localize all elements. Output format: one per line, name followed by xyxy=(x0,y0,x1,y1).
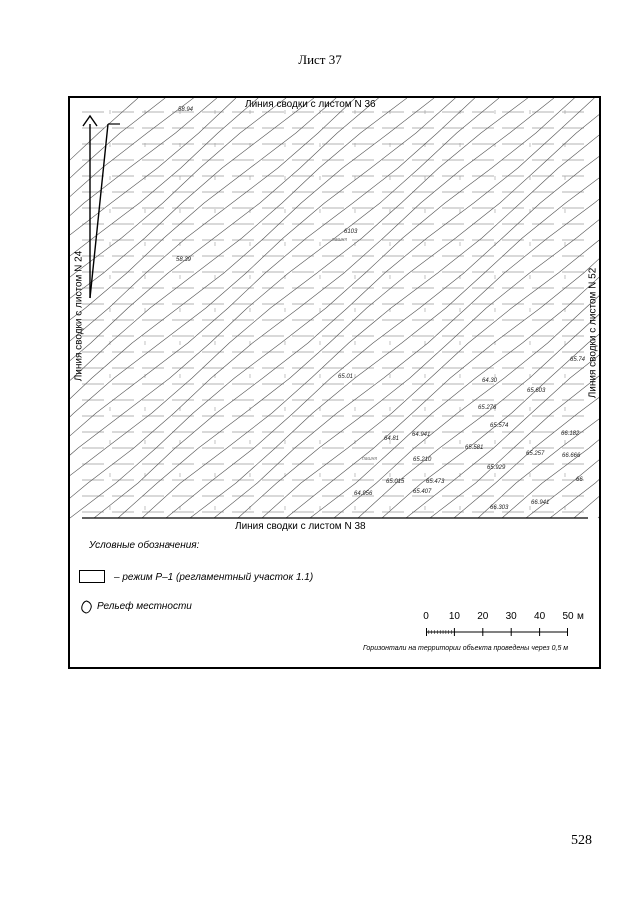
elevation-label: 65.473 xyxy=(426,479,445,485)
elevation-label: 65.01 xyxy=(338,374,354,380)
scale-tick-label: 10 xyxy=(448,611,460,622)
elevation-label: 58.94 xyxy=(178,107,194,113)
elevation-label: 65.581 xyxy=(465,445,484,451)
edge-label-top: Линия сводки с листом N 36 xyxy=(245,99,376,110)
topographic-map xyxy=(70,98,599,538)
scale-tick-label: 40 xyxy=(534,611,546,622)
elevation-label: 66.182 xyxy=(561,431,580,437)
legend-item-relief: Рельеф местности xyxy=(97,601,192,612)
contour-line xyxy=(70,98,236,518)
sheet-title: Лист 37 xyxy=(298,52,342,67)
scale-tick-label: 0 xyxy=(423,611,429,622)
scale-tick-label: 30 xyxy=(505,611,517,622)
legend-item-regime: – режим Р–1 (регламентный участок 1.1) xyxy=(114,572,314,583)
elevation-label: 65.603 xyxy=(527,388,546,394)
scale-tick-label: 20 xyxy=(477,611,489,622)
contour-interval-note: Горизонтали на территории объекта проведены через 0,5 м xyxy=(363,645,569,652)
elevation-label: 66.666 xyxy=(562,453,581,459)
elevation-label: 65.210 xyxy=(413,457,432,463)
landuse-label: пашня xyxy=(332,237,348,243)
contour-line xyxy=(70,98,314,518)
contour-line xyxy=(238,98,599,518)
elevation-label: 64.956 xyxy=(354,491,373,497)
contour-line xyxy=(70,98,475,518)
scale-tick-label: 50 xyxy=(562,611,574,622)
edge-label-right: Линия сводки с листом N 52 xyxy=(587,267,599,399)
elevation-label: 64.941 xyxy=(412,432,431,438)
contour-line xyxy=(502,98,599,518)
contour-line xyxy=(70,98,574,518)
contour-line xyxy=(70,98,217,518)
elevation-label: 65.574 xyxy=(490,423,509,429)
elevation-label: 65.257 xyxy=(526,451,545,457)
relief-contour-icon xyxy=(80,600,93,614)
elevation-label: 64.30 xyxy=(482,378,498,384)
contour-line xyxy=(94,98,594,518)
contour-line xyxy=(70,98,358,518)
scale-bar xyxy=(426,628,568,636)
scale-unit: м xyxy=(577,611,584,622)
contour-line xyxy=(286,98,599,518)
elevation-label: 64.81 xyxy=(384,436,400,442)
landuse-code: 6103 xyxy=(344,229,358,235)
elevation-label: 66.303 xyxy=(490,505,509,511)
elevation-label: 58.39 xyxy=(176,257,192,263)
elevation-label: 65.015 xyxy=(386,479,405,485)
legend-title: Условные обозначения: xyxy=(89,540,200,551)
elevation-label: 65.929 xyxy=(487,465,506,471)
elevation-label: 66.941 xyxy=(531,500,550,506)
contour-line xyxy=(70,98,407,518)
edge-label-left: Линия сводки с листом N 24 xyxy=(73,250,85,382)
elevation-label: 65.74 xyxy=(570,357,586,363)
contour-line xyxy=(70,98,554,518)
elevation-label: 66 xyxy=(576,477,583,483)
contour-line xyxy=(70,98,499,518)
contour-line xyxy=(70,98,379,518)
contour-line xyxy=(310,98,599,518)
edge-label-bottom: Линия сводки с листом N 38 xyxy=(235,521,366,532)
elevation-label: 65.407 xyxy=(413,489,432,495)
page-number: 528 xyxy=(571,833,592,848)
contour-line xyxy=(70,98,258,518)
rectangle-swatch-icon xyxy=(79,570,105,583)
elevation-label: 65.276 xyxy=(478,405,497,411)
landuse-label: пашня xyxy=(362,456,378,462)
